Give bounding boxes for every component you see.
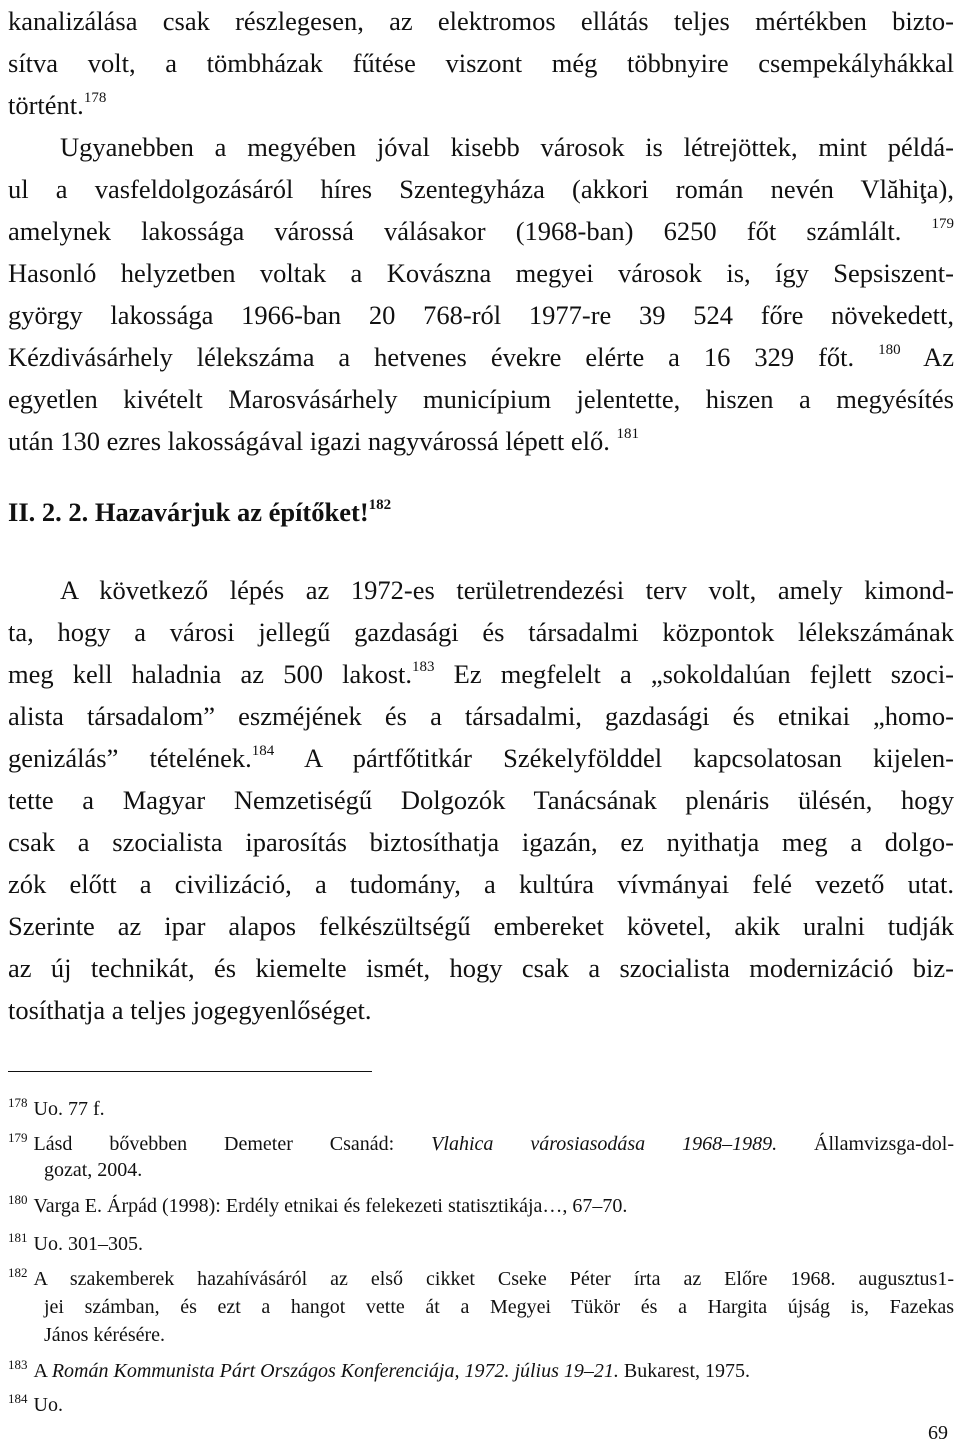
footnote-ref[interactable]: 183 bbox=[412, 659, 435, 676]
footnote-title: Vlahica városiasodása 1968–1989. bbox=[431, 1133, 778, 1155]
footnote-180 bbox=[8, 1193, 954, 1221]
footnote-ref[interactable]: 179 bbox=[931, 216, 954, 233]
footnote-continuation: jei számban, és ezt a hangot vette át a Megyei Tükör és a Hargita újság is, Fazekas bbox=[44, 1296, 954, 1318]
footnote-text: A szakemberek hazahívásáról az első cikket Cseke Péter írta az Előre 1968. augusztus1- bbox=[33, 1268, 954, 1290]
text-fragment: Kézdivásárhely lélekszáma a hetvenes évekre elérte a 16 329 főt. bbox=[8, 342, 855, 372]
footnote-number: 178 bbox=[8, 1095, 28, 1110]
page-number: 69 bbox=[928, 1422, 948, 1444]
text-line: zók előtt a civilizáció, a tudomány, a kultúra vívmányai felé vezető utat. bbox=[8, 869, 954, 899]
footnote-182 bbox=[8, 1266, 954, 1294]
text-line: ul a vasfeldolgozásáról híres Szentegyháza (akkori román nevén Vlăhiţa), bbox=[8, 174, 954, 204]
text-fragment: Az bbox=[923, 342, 955, 372]
text-line: egyetlen kivételt Marosvásárhely municípium jelentette, hiszen a megyésítés bbox=[8, 384, 954, 414]
text-fragment: meg kell haladnia az 500 lakost. bbox=[8, 659, 413, 689]
footnote-text: Államvizsga-dol- bbox=[777, 1133, 954, 1155]
footnote-ref[interactable]: 180 bbox=[878, 342, 901, 359]
footnote-number: 179 bbox=[8, 1130, 28, 1145]
text-line: Hasonló helyzetben voltak a Kovászna megyei városok is, így Sepsiszent- bbox=[8, 258, 954, 288]
footnote-text: Varga E. Árpád (1998): Erdély etnikai és felekezeti statisztikája…, 67–70. bbox=[33, 1195, 628, 1217]
footnote-text: Bukarest, 1975. bbox=[618, 1360, 750, 1382]
text-line: alista társadalom” eszméjének és a társadalmi, gazdasági és etnikai „homo- bbox=[8, 701, 954, 731]
footnote-number: 183 bbox=[8, 1357, 28, 1372]
footnote-title: Román Kommunista Párt Országos Konferenciája, 1972. július 19–21. bbox=[51, 1360, 619, 1382]
text-fragment: Ez megfelelt a „sokoldalúan fejlett szoci- bbox=[453, 659, 955, 689]
footnote-text: A bbox=[33, 1360, 52, 1382]
footnote-178 bbox=[8, 1096, 954, 1124]
footnote-text: Uo. 77 f. bbox=[33, 1098, 105, 1120]
text-line bbox=[8, 88, 954, 122]
text-fragment: genizálás” tételének. bbox=[8, 743, 252, 773]
footnote-continuation: gozat, 2004. bbox=[44, 1159, 143, 1181]
footnote-number: 184 bbox=[8, 1391, 28, 1406]
footnote-183 bbox=[8, 1358, 954, 1386]
text-line bbox=[8, 657, 954, 691]
text-line: csak a szocialista iparosítás biztosíthatja igazán, ez nyithatja meg a dolgo- bbox=[8, 827, 954, 857]
footnote-text: Lásd bővebben Demeter Csanád: bbox=[33, 1133, 432, 1155]
text-line bbox=[8, 741, 954, 775]
footnote-text: Uo. 301–305. bbox=[33, 1233, 143, 1255]
text-line bbox=[8, 214, 954, 248]
footnote-number: 182 bbox=[8, 1265, 28, 1280]
footnote-179 bbox=[8, 1131, 954, 1159]
footnote-ref[interactable]: 178 bbox=[83, 90, 107, 107]
footnote-text: Uo. bbox=[33, 1394, 63, 1416]
heading-text: II. 2. 2. Hazavárjuk az építőket! bbox=[8, 497, 369, 527]
footnote-continuation: János kérésére. bbox=[44, 1324, 166, 1346]
text-line: györgy lakossága 1966-ban 20 768-ról 1977-re 39 524 főre növekedett, bbox=[8, 300, 954, 330]
text-line bbox=[8, 340, 954, 374]
footnote-separator bbox=[8, 1071, 372, 1072]
text-line: kanalizálása csak részlegesen, az elektromos ellátás teljes mértékben bizto- bbox=[8, 6, 954, 36]
footnote-184 bbox=[8, 1392, 954, 1420]
footnote-number: 181 bbox=[8, 1230, 28, 1245]
text-line: A következő lépés az 1972-es területrendezési terv volt, amely kimond- bbox=[60, 575, 954, 605]
text-line bbox=[8, 424, 954, 458]
text-line: Ugyanebben a megyében jóval kisebb városok is létrejöttek, mint példá- bbox=[60, 132, 954, 162]
text-line: az új technikát, és kiemelte ismét, hogy csak a szocialista modernizáció biz- bbox=[8, 953, 954, 983]
footnote-ref[interactable]: 184 bbox=[251, 743, 275, 760]
footnote-ref[interactable]: 181 bbox=[616, 426, 640, 443]
footnote-ref[interactable]: 182 bbox=[368, 497, 392, 514]
footnote-181 bbox=[8, 1231, 954, 1259]
text-line: tette a Magyar Nemzetiségű Dolgozók Tanácsának plenáris ülésén, hogy bbox=[8, 785, 954, 815]
text-line: sítva volt, a tömbházak fűtése viszont még többnyire csempekályhákkal bbox=[8, 48, 954, 78]
text-fragment: A pártfőtitkár Székelyfölddel kapcsolatosan kijelen- bbox=[303, 743, 954, 773]
text-fragment: amelynek lakossága várossá válásakor (1968-ban) 6250 főt számlált. bbox=[8, 216, 902, 246]
text-line: tosíthatja a teljes jogegyenlőséget. bbox=[8, 995, 372, 1025]
text-line: ta, hogy a városi jellegű gazdasági és társadalmi központok lélekszámának bbox=[8, 617, 954, 647]
text-fragment: történt. bbox=[8, 90, 84, 120]
text-fragment: után 130 ezres lakosságával igazi nagyvárossá lépett elő. bbox=[8, 426, 610, 456]
section-heading bbox=[8, 497, 391, 528]
footnote-number: 180 bbox=[8, 1192, 28, 1207]
text-line: Szerinte az ipar alapos felkészültségű embereket követel, akik uralni tudják bbox=[8, 911, 954, 941]
